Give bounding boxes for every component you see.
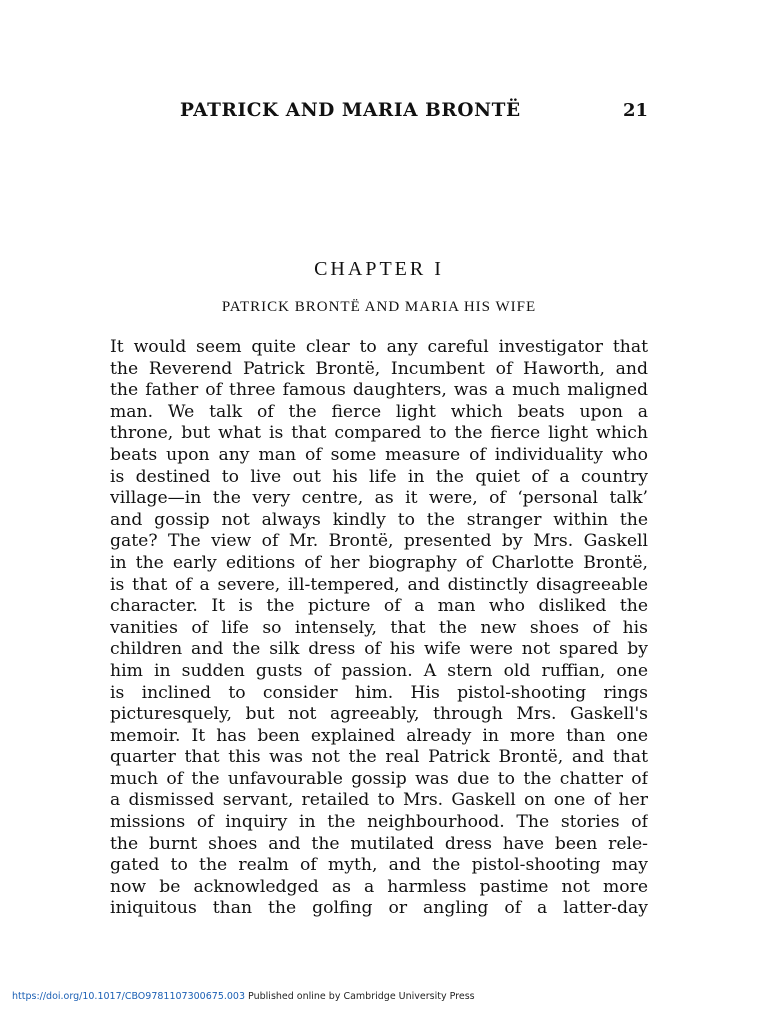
body-line: gated to the realm of myth, and the pistol-shooting may: [110, 855, 648, 876]
body-line: memoir. It has been explained already in more than one: [110, 725, 648, 746]
body-line: throne, but what is that compared to the fierce light which: [110, 423, 648, 444]
body-line: village—in the very centre, as it were, of ‘personal talk’: [110, 488, 648, 509]
body-text: [110, 337, 648, 920]
body-line: vanities of life so intensely, that the new shoes of his: [110, 617, 648, 638]
body-line: beats upon any man of some measure of individuality who: [110, 444, 648, 465]
body-line: a dismissed servant, retailed to Mrs. Gaskell on one of her: [110, 790, 648, 811]
doi-link[interactable]: https://doi.org/10.1017/CBO9781107300675.003: [12, 991, 246, 1002]
publisher-note: Published online by Cambridge University Press: [248, 991, 475, 1002]
body-line: children and the silk dress of his wife were not spared by: [110, 639, 648, 660]
body-line: It would seem quite clear to any careful investigator that: [110, 337, 648, 357]
body-line: the father of three famous daughters, was a much maligned: [110, 380, 648, 401]
chapter-heading: CHAPTER I: [314, 258, 444, 280]
body-line: in the early editions of her biography of Charlotte Brontë,: [110, 552, 648, 573]
page-number: 21: [622, 100, 648, 121]
body-line: quarter that this was not the real Patrick Brontë, and that: [110, 747, 648, 768]
body-line: is inclined to consider him. His pistol-shooting rings: [110, 682, 648, 703]
body-line: and gossip not always kindly to the stranger within the: [110, 509, 648, 530]
running-head: [110, 100, 648, 130]
body-line: is that of a severe, ill-tempered, and distinctly disagreeable: [110, 574, 648, 595]
body-line: the burnt shoes and the mutilated dress have been rele-: [110, 833, 648, 854]
body-line: character. It is the picture of a man who disliked the: [110, 596, 648, 617]
body-line: man. We talk of the fierce light which beats upon a: [110, 401, 648, 422]
body-line: now be acknowledged as a harmless pastime not more: [110, 876, 648, 897]
body-line: the Reverend Patrick Brontë, Incumbent of Haworth, and: [110, 358, 648, 379]
footer: [12, 991, 475, 1002]
running-title: PATRICK AND MARIA BRONTË: [180, 100, 521, 121]
body-line: iniquitous than the golfing or angling of a latter-day: [110, 898, 648, 919]
body-line: him in sudden gusts of passion. A stern old ruffian, one: [110, 660, 648, 681]
body-line: picturesquely, but not agreeably, through Mrs. Gaskell's: [110, 704, 648, 725]
body-line: is destined to live out his life in the quiet of a country: [110, 466, 648, 487]
chapter-subtitle: PATRICK BRONTË AND MARIA HIS WIFE: [221, 299, 537, 315]
body-line: much of the unfavourable gossip was due to the chatter of: [110, 768, 648, 789]
body-line: missions of inquiry in the neighbourhood. The stories of: [110, 812, 648, 833]
body-line: gate? The view of Mr. Brontë, presented by Mrs. Gaskell: [110, 531, 648, 552]
